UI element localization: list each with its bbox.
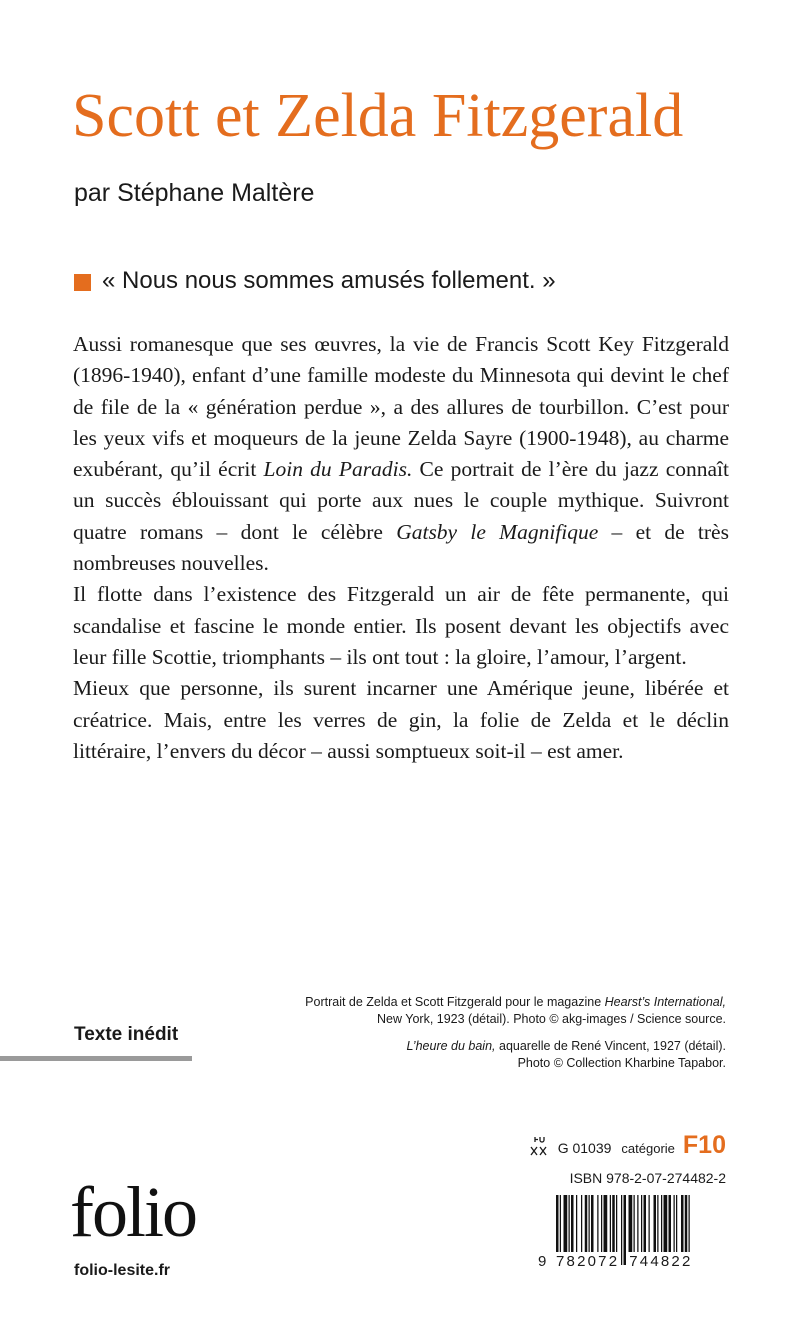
barcode-bar (641, 1195, 642, 1255)
barcode-group-2: 744822 (629, 1253, 693, 1270)
book-code-icon (528, 1135, 550, 1157)
gray-rule (0, 1056, 192, 1061)
barcode-bar (649, 1195, 650, 1255)
texte-inedit-label: Texte inédit (74, 1024, 179, 1045)
barcode-bar (576, 1195, 577, 1255)
book-title: Scott et Zelda Fitzgerald (72, 82, 684, 150)
catalog-codes (528, 1131, 726, 1161)
barcode-bar (644, 1195, 647, 1255)
blurb-paragraph-1 (73, 329, 729, 579)
barcode-bar (589, 1195, 590, 1255)
blurb-paragraph-3: Mieux que personne, ils surent incarner une Amérique jeune, libérée et créatrice. Mais, entre les verres de gin, la folie de Zelda et le déclin littéraire, l’envers du décor – aussi somptueux soit-il – est amer. (73, 676, 729, 763)
barcode-bar (674, 1195, 675, 1255)
credit-1-line-2: New York, 1923 (détail). Photo © akg-images / Science source. (377, 1012, 726, 1026)
barcode-bar (669, 1195, 672, 1255)
barcode-bar (597, 1195, 598, 1255)
blurb (73, 329, 729, 767)
blurb-run: Loin du Paradis. (263, 457, 413, 482)
barcode-bar (657, 1195, 658, 1255)
category-code: F10 (682, 1131, 726, 1159)
barcode-bar (634, 1195, 635, 1255)
barcode-digits (538, 1252, 728, 1272)
barcode-bar (571, 1195, 574, 1255)
barcode-bar (676, 1195, 677, 1255)
barcode-group-1: 782072 (556, 1253, 620, 1270)
blurb-run: Gatsby le Magnifique (396, 519, 599, 544)
barcode-bar (685, 1195, 688, 1255)
barcode-bar (564, 1195, 568, 1255)
publisher-website: folio-lesite.fr (74, 1262, 171, 1279)
barcode-bar (612, 1195, 615, 1255)
credit-2: L’heure du bain, aquarelle de René Vincent, 1927 (détail). (406, 1039, 726, 1053)
barcode-bar (604, 1195, 608, 1255)
credit-2-line-2: Photo © Collection Kharbine Tapabor. (517, 1056, 726, 1070)
isbn: ISBN 978-2-07-274482-2 (569, 1170, 726, 1186)
folio-logo: folio (70, 1172, 196, 1252)
blurb-paragraph-2: Il flotte dans l’existence des Fitzgerald un air de fête permanente, qui scandalise et fascine le monde entier. Ils posent devant les objectifs avec leur fille Scottie, triomphants – ils ont tout : la gloire, l’amour, l’argent. (73, 582, 729, 669)
barcode-bar (616, 1195, 617, 1255)
barcode-bar (610, 1195, 611, 1255)
g-code: G 01039 (557, 1140, 612, 1156)
barcode-bar (664, 1195, 668, 1255)
barcode-bar (681, 1195, 684, 1255)
blurb-run: Ce portrait de l’ère du jazz connaît un succès éblouissant qui porte aux nues le couple mythique. Suivront quatre romans – dont le célèbre (73, 457, 729, 544)
tagline-quote (74, 263, 556, 299)
barcode-lead-digit: 9 (538, 1253, 547, 1270)
barcode-bar (637, 1195, 638, 1255)
categorie-label: catégorie (621, 1141, 675, 1156)
barcode-bar (654, 1195, 657, 1255)
tagline-quote-text: « Nous nous sommes amusés follement. » (102, 267, 556, 294)
credit-1: Portrait de Zelda et Scott Fitzgerald pour le magazine Hearst’s International, (305, 995, 726, 1009)
blurb-run: Aussi romanesque que ses œuvres, la vie de Francis Scott Key Fitzgerald (1896-1940), enfant d’une famille modeste du Minnesota qui devint le chef de file de la « génération perdue », a des allures de tourbillon. C’est pour les yeux vifs et moqueurs de la jeune Zelda Sayre (1900-1948), au charme exubérant, qu’il écrit (73, 332, 729, 482)
barcode-bar (569, 1195, 570, 1255)
image-credits (226, 994, 726, 1072)
orange-square-bullet (74, 274, 91, 291)
barcode-bar (661, 1195, 662, 1255)
barcode-bar (601, 1195, 602, 1255)
barcode-bar (591, 1195, 594, 1255)
blurb-run: – et de très nombreuses nouvelles. (73, 519, 729, 576)
barcode-bar (629, 1195, 633, 1255)
book-author: par Stéphane Maltère (74, 179, 315, 207)
barcode-bar (581, 1195, 582, 1255)
barcode-bar (585, 1195, 588, 1255)
